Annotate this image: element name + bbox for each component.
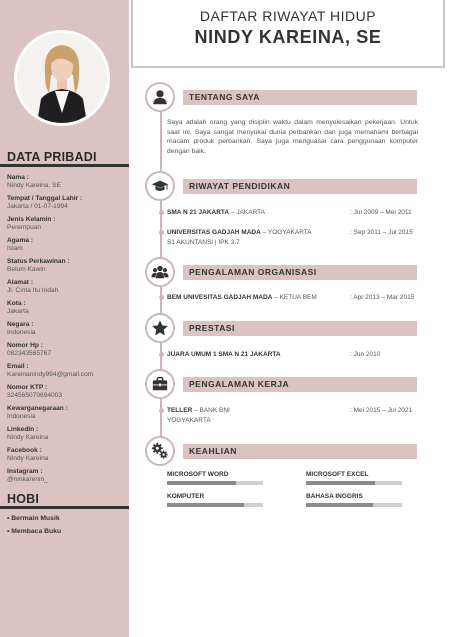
timeline-dot: [159, 210, 164, 215]
person-icon: [145, 82, 175, 112]
field-nomor-hp: Nomor Hp : 082343565767: [7, 342, 52, 357]
work-entry: TELLER – BANK BNI : Mei 2015 – Jul 2021 YOGYAKARTA: [167, 407, 413, 424]
skill-level-bar: [167, 481, 236, 485]
field-kota: Kota : Jakarta: [7, 300, 29, 315]
group-icon: [145, 257, 175, 287]
field-status: Status Perkawinan : Belum Kawin: [7, 258, 70, 273]
briefcase-icon: [145, 369, 175, 399]
hobi-item: • Bermain Musik: [7, 515, 60, 522]
timeline-dot: [159, 408, 164, 413]
education-entry: SMA N 21 JAKARTA – JAKARTA : Jul 2009 – Mei 2011: [167, 209, 412, 216]
field-facebook: Facebook : Nindy Kareina: [7, 447, 49, 462]
person-name: NINDY KAREINA, SE: [194, 27, 382, 47]
education-entry: UNIVERSITAS GADJAH MADA – YOGYAKARTA : Sep 2011 – Jul 2015 S1 AKUNTANSI | IPK 3.7: [167, 229, 413, 246]
document-title: DAFTAR RIWAYAT HIDUP: [199, 8, 377, 24]
skill-komputer: KOMPUTER: [167, 493, 263, 507]
field-email: Email : Kareinanindy994@gmail.com: [7, 363, 94, 378]
section-riwayat-pendidikan: RIWAYAT PENDIDIKAN: [183, 179, 417, 194]
field-alamat: Alamat : Jl. Cinta Itu Indah: [7, 279, 59, 294]
skill-level-bar: [167, 503, 244, 507]
timeline-dot: [159, 230, 164, 235]
hobi-heading: HOBI: [0, 492, 129, 509]
skill-microsoft-excel: MICROSOFT EXCEL: [306, 471, 402, 485]
about-text: Saya adalah orang yang disiplin waktu dalam menyelesaikan pekerjaan. Untuk saat ini, Saya sangat menyukai dunia perbankan dan juga memahami berbagai macam produk perbankan. Saya juga menguasai cara penggunaan komputer dengan baik.: [167, 119, 418, 155]
skill-microsoft-word: MICROSOFT WORD: [167, 471, 263, 485]
profile-photo: [14, 30, 110, 126]
section-pengalaman-organisasi: PENGALAMAN ORGANISASI: [183, 265, 417, 280]
section-tentang-saya: TENTANG SAYA: [183, 90, 417, 105]
field-instagram: Instagram : @ninkarenin_: [7, 468, 48, 483]
skill-level-bar: [306, 503, 373, 507]
timeline-dot: [159, 352, 164, 357]
field-agama: Agama : Islam: [7, 237, 34, 252]
skill-level-bar: [306, 481, 375, 485]
section-pengalaman-kerja: PENGALAMAN KERJA: [183, 377, 417, 392]
hobi-item: • Membaca Buku: [7, 528, 62, 535]
gears-icon: [145, 436, 175, 466]
star-icon: [145, 313, 175, 343]
data-pribadi-heading: DATA PRIBADI: [0, 150, 129, 167]
field-nomor-ktp: Nomor KTP : 324565070694003: [7, 384, 63, 399]
field-jenis-kelamin: Jenis Kelamin : Perempuan: [7, 216, 56, 231]
field-kewarganegaraan: Kewarganegaraan : Indonesia: [7, 405, 68, 420]
skill-bahasa-inggris: BAHASA INGGRIS: [306, 493, 402, 507]
graduation-cap-icon: [145, 171, 175, 201]
section-prestasi: PRESTASI: [183, 321, 417, 336]
field-nama: Nama : Nindy Kareina, SE: [7, 174, 61, 189]
organization-entry: BEM UNIVESITAS GADJAH MADA – KETUA BEM : Apr 2013 – Mar 2015: [167, 294, 415, 301]
section-keahlian: KEAHLIAN: [183, 444, 417, 459]
field-negara: Negara : Indonesia: [7, 321, 36, 336]
field-ttl: Tempat / Tanggal Lahir : Jakarta / 01-07-1994: [7, 195, 83, 210]
title-box: [131, 0, 445, 68]
field-linkedin: LinkedIn : Nindy Kareina: [7, 426, 49, 441]
achievement-entry: JUARA UMUM 1 SMA N 21 JAKARTA : Jun 2010: [167, 351, 381, 358]
timeline-dot: [159, 295, 164, 300]
